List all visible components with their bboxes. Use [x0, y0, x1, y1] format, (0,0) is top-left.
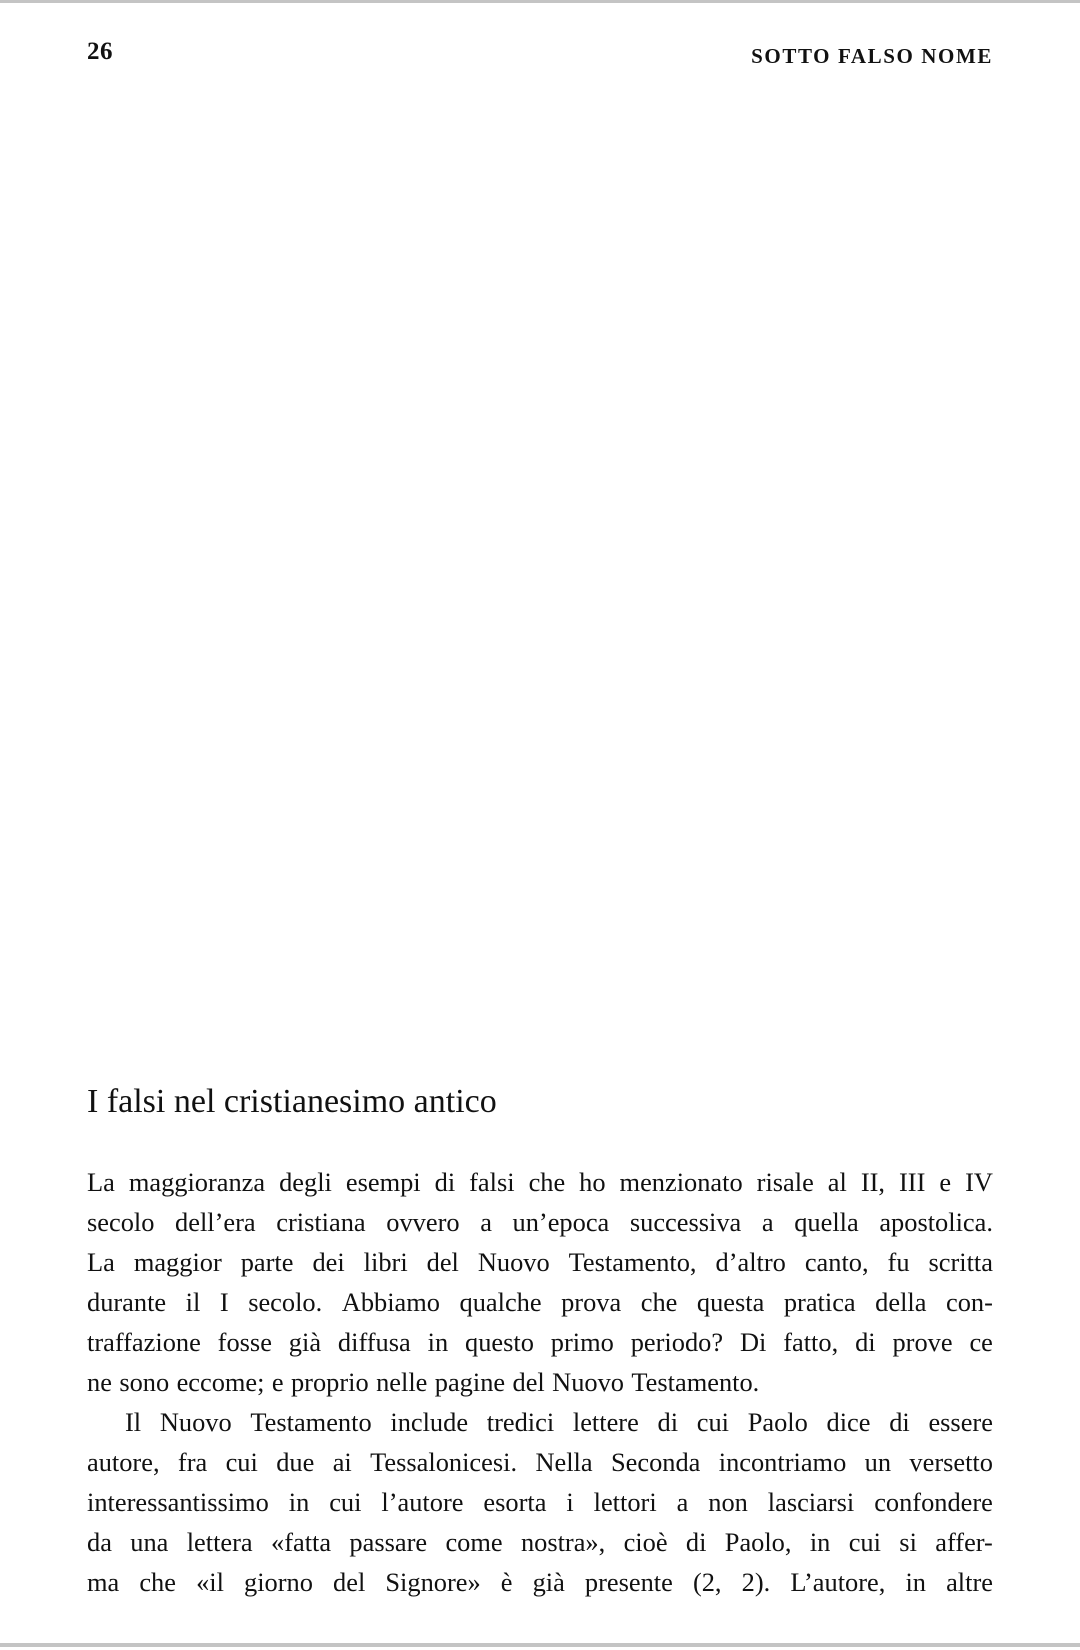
text-line: traffazione fosse già diffusa in questo primo periodo? Di fatto, di prove ce — [87, 1327, 993, 1357]
text-line: secolo dell’era cristiana ovvero a un’epoca successiva a quella apostolica. — [87, 1207, 993, 1237]
text-line: Il Nuovo Testamento include tredici lettere di cui Paolo dice di essere — [125, 1407, 993, 1437]
text-line: La maggioranza degli esempi di falsi che ho menzionato risale al II, III e IV — [87, 1167, 993, 1197]
text-line: da una lettera «fatta passare come nostra», cioè di Paolo, in cui si affer- — [87, 1527, 993, 1557]
text-line: ne sono eccome; e proprio nelle pagine del Nuovo Testamento. — [87, 1367, 760, 1397]
body-text — [87, 1162, 993, 1602]
section-heading: I falsi nel cristianesimo antico — [87, 1083, 497, 1120]
top-border — [0, 0, 1080, 3]
paragraph — [87, 1402, 993, 1602]
text-line: autore, fra cui due ai Tessalonicesi. Nella Seconda incontriamo un versetto — [87, 1447, 993, 1477]
text-line: durante il I secolo. Abbiamo qualche prova che questa pratica della con- — [87, 1287, 993, 1317]
paragraph — [87, 1162, 993, 1402]
bottom-border — [0, 1643, 1080, 1647]
text-line: La maggior parte dei libri del Nuovo Testamento, d’altro canto, fu scritta — [87, 1247, 993, 1277]
page-number: 26 — [87, 38, 113, 65]
text-line: ma che «il giorno del Signore» è già presente (2, 2). L’autore, in altre — [87, 1567, 993, 1597]
running-title: SOTTO FALSO NOME — [751, 44, 993, 68]
text-line: interessantissimo in cui l’autore esorta i lettori a non lasciarsi confondere — [87, 1487, 993, 1517]
